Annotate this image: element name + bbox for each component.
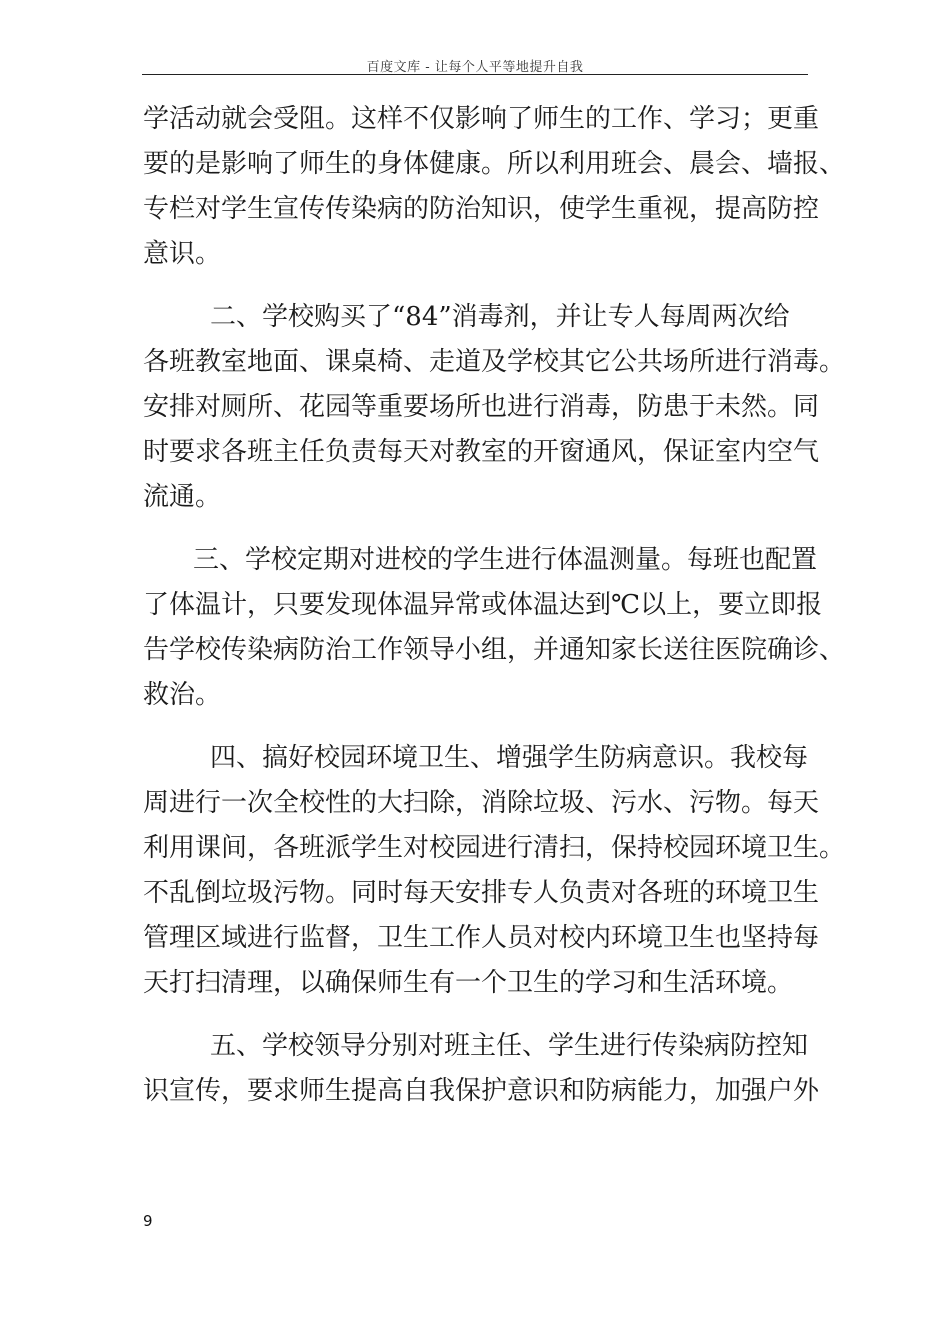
text-line: 周进行一次全校性的大扫除，消除垃圾、污水、污物。每天	[143, 788, 820, 818]
document-body	[143, 97, 846, 1114]
text-line: 不乱倒垃圾污物。同时每天安排专人负责对各班的环境卫生	[143, 878, 820, 908]
text-line: 天打扫清理，以确保师生有一个卫生的学习和生活环境。	[143, 968, 794, 998]
text-line: 告学校传染病防治工作领导小组，并通知家长送往医院确诊、	[143, 635, 846, 665]
text-line: 意识。	[143, 239, 222, 269]
text-line: 二、学校购买了“84”消毒剂，并让专人每周两次给	[210, 302, 790, 332]
text-line: 识宣传，要求师生提高自我保护意识和防病能力，加强户外	[143, 1076, 820, 1106]
text-line: 专栏对学生宣传传染病的防治知识，使学生重视，提高防控	[143, 194, 820, 224]
text-line: 要的是影响了师生的身体健康。所以利用班会、晨会、墙报、	[143, 149, 846, 179]
paragraph-1	[143, 97, 846, 277]
text-line: 时要求各班主任负责每天对教室的开窗通风，保证室内空气	[143, 437, 820, 467]
text-line: 四、搞好校园环境卫生、增强学生防病意识。我校每	[210, 743, 809, 773]
text-line: 各班教室地面、课桌椅、走道及学校其它公共场所进行消毒。	[143, 347, 846, 377]
paragraph-3	[143, 538, 846, 718]
text-line: 管理区域进行监督，卫生工作人员对校内环境卫生也坚持每	[143, 923, 820, 953]
text-line: 学活动就会受阻。这样不仅影响了师生的工作、学习；更重	[143, 104, 820, 134]
text-line: 救治。	[143, 680, 222, 710]
paragraph-2	[143, 295, 846, 520]
text-line: 流通。	[143, 482, 222, 512]
text-line: 利用课间，各班派学生对校园进行清扫，保持校园环境卫生。	[143, 833, 846, 863]
text-line: 三、学校定期对进校的学生进行体温测量。每班也配置	[193, 545, 818, 575]
header-rule	[142, 74, 808, 75]
text-line: 安排对厕所、花园等重要场所也进行消毒，防患于未然。同	[143, 392, 820, 422]
page-number: 9	[143, 1212, 153, 1230]
text-line: 五、学校领导分别对班主任、学生进行传染病防控知	[210, 1031, 809, 1061]
text-line: 了体温计，只要发现体温异常或体温达到℃以上，要立即报	[143, 590, 823, 620]
page-header: 百度文库 - 让每个人平等地提升自我	[366, 60, 584, 75]
paragraph-5	[143, 1024, 823, 1114]
paragraph-4	[143, 736, 846, 1006]
